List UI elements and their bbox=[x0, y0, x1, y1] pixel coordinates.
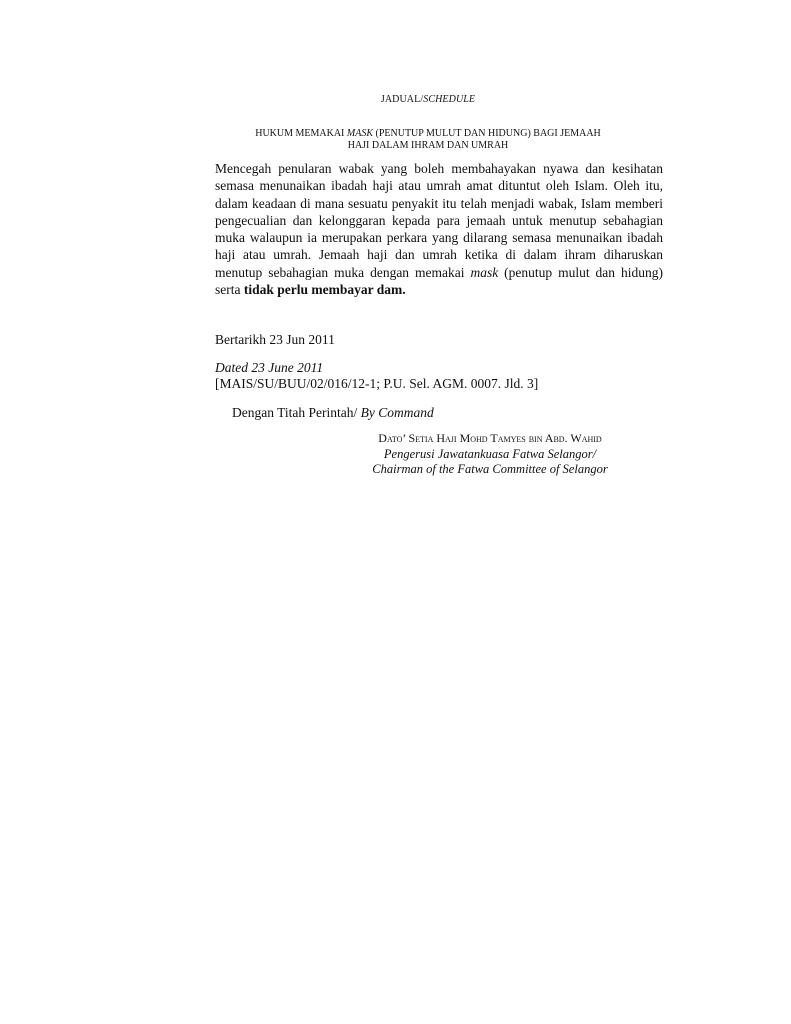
command-line bbox=[232, 405, 434, 421]
title-suffix: (PENUTUP MULUT DAN HIDUNG) BAGI JEMAAH bbox=[373, 128, 601, 139]
document-title-line-2: HAJI DALAM IHRAM DAN UMRAH bbox=[347, 140, 509, 151]
schedule-label: JADUAL/ bbox=[380, 94, 424, 105]
schedule-label-english: SCHEDULE bbox=[423, 94, 476, 105]
signatory-name: Dato’ Setia Haji Mohd Tamyes bin Abd. Wahid bbox=[378, 431, 602, 445]
title-mask-word: MASK bbox=[346, 128, 373, 139]
document-title bbox=[0, 128, 791, 152]
body-text-part-1: Mencegah penularan wabak yang boleh membahayakan nyawa dan kesihatan semasa menunaikan ibadah haji atau umrah amat dituntut oleh Islam. Oleh itu, dalam keadaan di mana sesuatu penyakit itu telah menjadi wabak, Islam memberi pengecualian dan kelonggaran kepada para jemaah untuk menutup sebahagian muka walaupun ia merupakan perkara yang dilarang semasa menunaikan ibadah haji atau umrah. Jemaah haji dan umrah ketika di dalam ihram diharuskan menutup sebahagian muka dengan memakai bbox=[215, 161, 663, 280]
date-malay: Bertarikh 23 Jun 2011 bbox=[215, 332, 335, 347]
signatory-title-english: Chairman of the Fatwa Committee of Selangor bbox=[372, 462, 608, 476]
title-prefix: HUKUM MEMAKAI bbox=[255, 128, 347, 139]
document-title-line-1 bbox=[0, 128, 791, 140]
body-text-part-2: (penutup mulut dan hidung) serta bbox=[215, 264, 664, 298]
body-paragraph bbox=[215, 160, 663, 298]
body-mask-word: mask bbox=[470, 264, 499, 280]
body-bold-text: tidak perlu membayar dam. bbox=[243, 282, 406, 298]
signatory-title-malay: Pengerusi Jawatankuasa Fatwa Selangor/ bbox=[383, 446, 597, 461]
command-english: By Command bbox=[360, 405, 434, 420]
reference-number: [MAIS/SU/BUU/02/016/12-1; P.U. Sel. AGM. 0007. Jld. 3] bbox=[215, 376, 539, 391]
schedule-heading bbox=[0, 94, 791, 105]
signature-block bbox=[340, 431, 640, 478]
command-malay: Dengan Titah Perintah/ bbox=[232, 405, 361, 420]
date-english: Dated 23 June 2011 bbox=[215, 360, 324, 375]
